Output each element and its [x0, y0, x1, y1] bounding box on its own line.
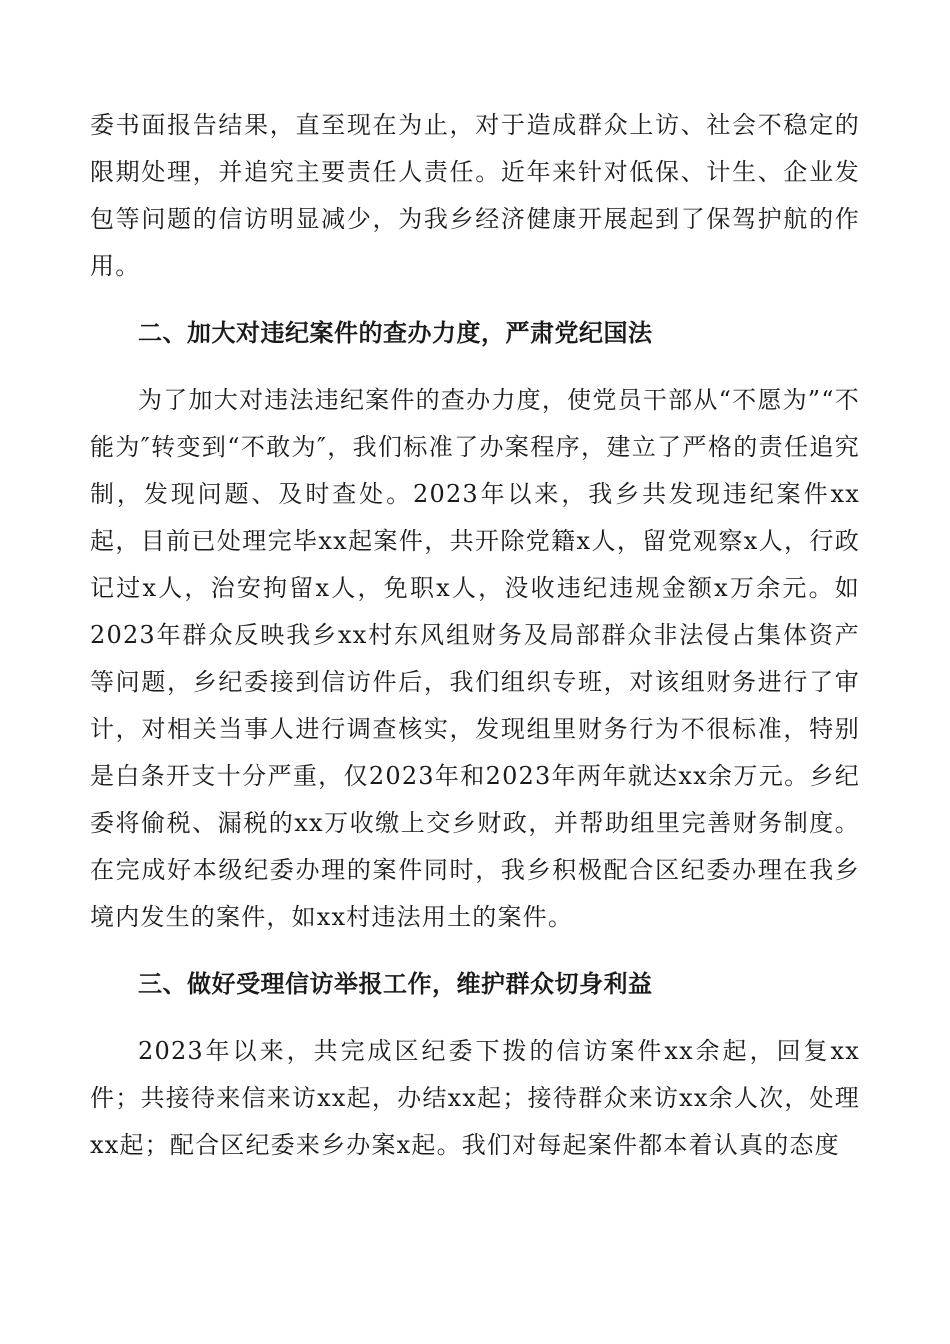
section-heading-3: 三、做好受理信访举报工作，维护群众切身利益 — [138, 970, 653, 998]
paragraph-continuation: 委书面报告结果，直至现在为止，对于造成群众上访、社会不稳定的限期处理，并追究主要责任人责任。近年来针对低保、计生、企业发包等问题的信访明显减少，为我乡经济健康开展起到了保驾护航的作用。 — [90, 111, 860, 280]
paragraph-petitions: 2023年以来，共完成区纪委下拨的信访案件xx余起，回复xx件；共接待来信来访xx起，办结xx起；接待群众来访xx余人次，处理xx起；配合区纪委来乡办案x起。我们对每起案件都本着认真的态度 — [90, 1037, 860, 1159]
document-body — [90, 102, 860, 1169]
paragraph-case-investigation: 为了加大对违法违纪案件的查办力度，使党员干部从“不愿为”“不能为″转变到“不敢为″，我们标准了办案程序，建立了严格的责任追究制，发现问题、及时查处。2023年以来，我乡共发现违纪案件xx起，目前已处理完毕xx起案件，共开除党籍x人，留党观察x人，行政记过x人，治安拘留x人，免职x人，没收违纪违规金额x万余元。如2023年群众反映我乡xx村东风组财务及局部群众非法侵占集体资产等问题，乡纪委接到信访件后，我们组织专班，对该组财务进行了审计，对相关当事人进行调查核实，发现组里财务行为不很标准，特别是白条开支十分严重，仅2023年和2023年两年就达xx余万元。乡纪委将偷税、漏税的xx万收缴上交乡财政，并帮助组里完善财务制度。在完成好本级纪委办理的案件同时，我乡积极配合区纪委办理在我乡境内发生的案件，如xx村违法用土的案件。 — [90, 386, 860, 931]
section-heading-2: 二、加大对违纪案件的查办力度，严肃党纪国法 — [138, 319, 653, 347]
